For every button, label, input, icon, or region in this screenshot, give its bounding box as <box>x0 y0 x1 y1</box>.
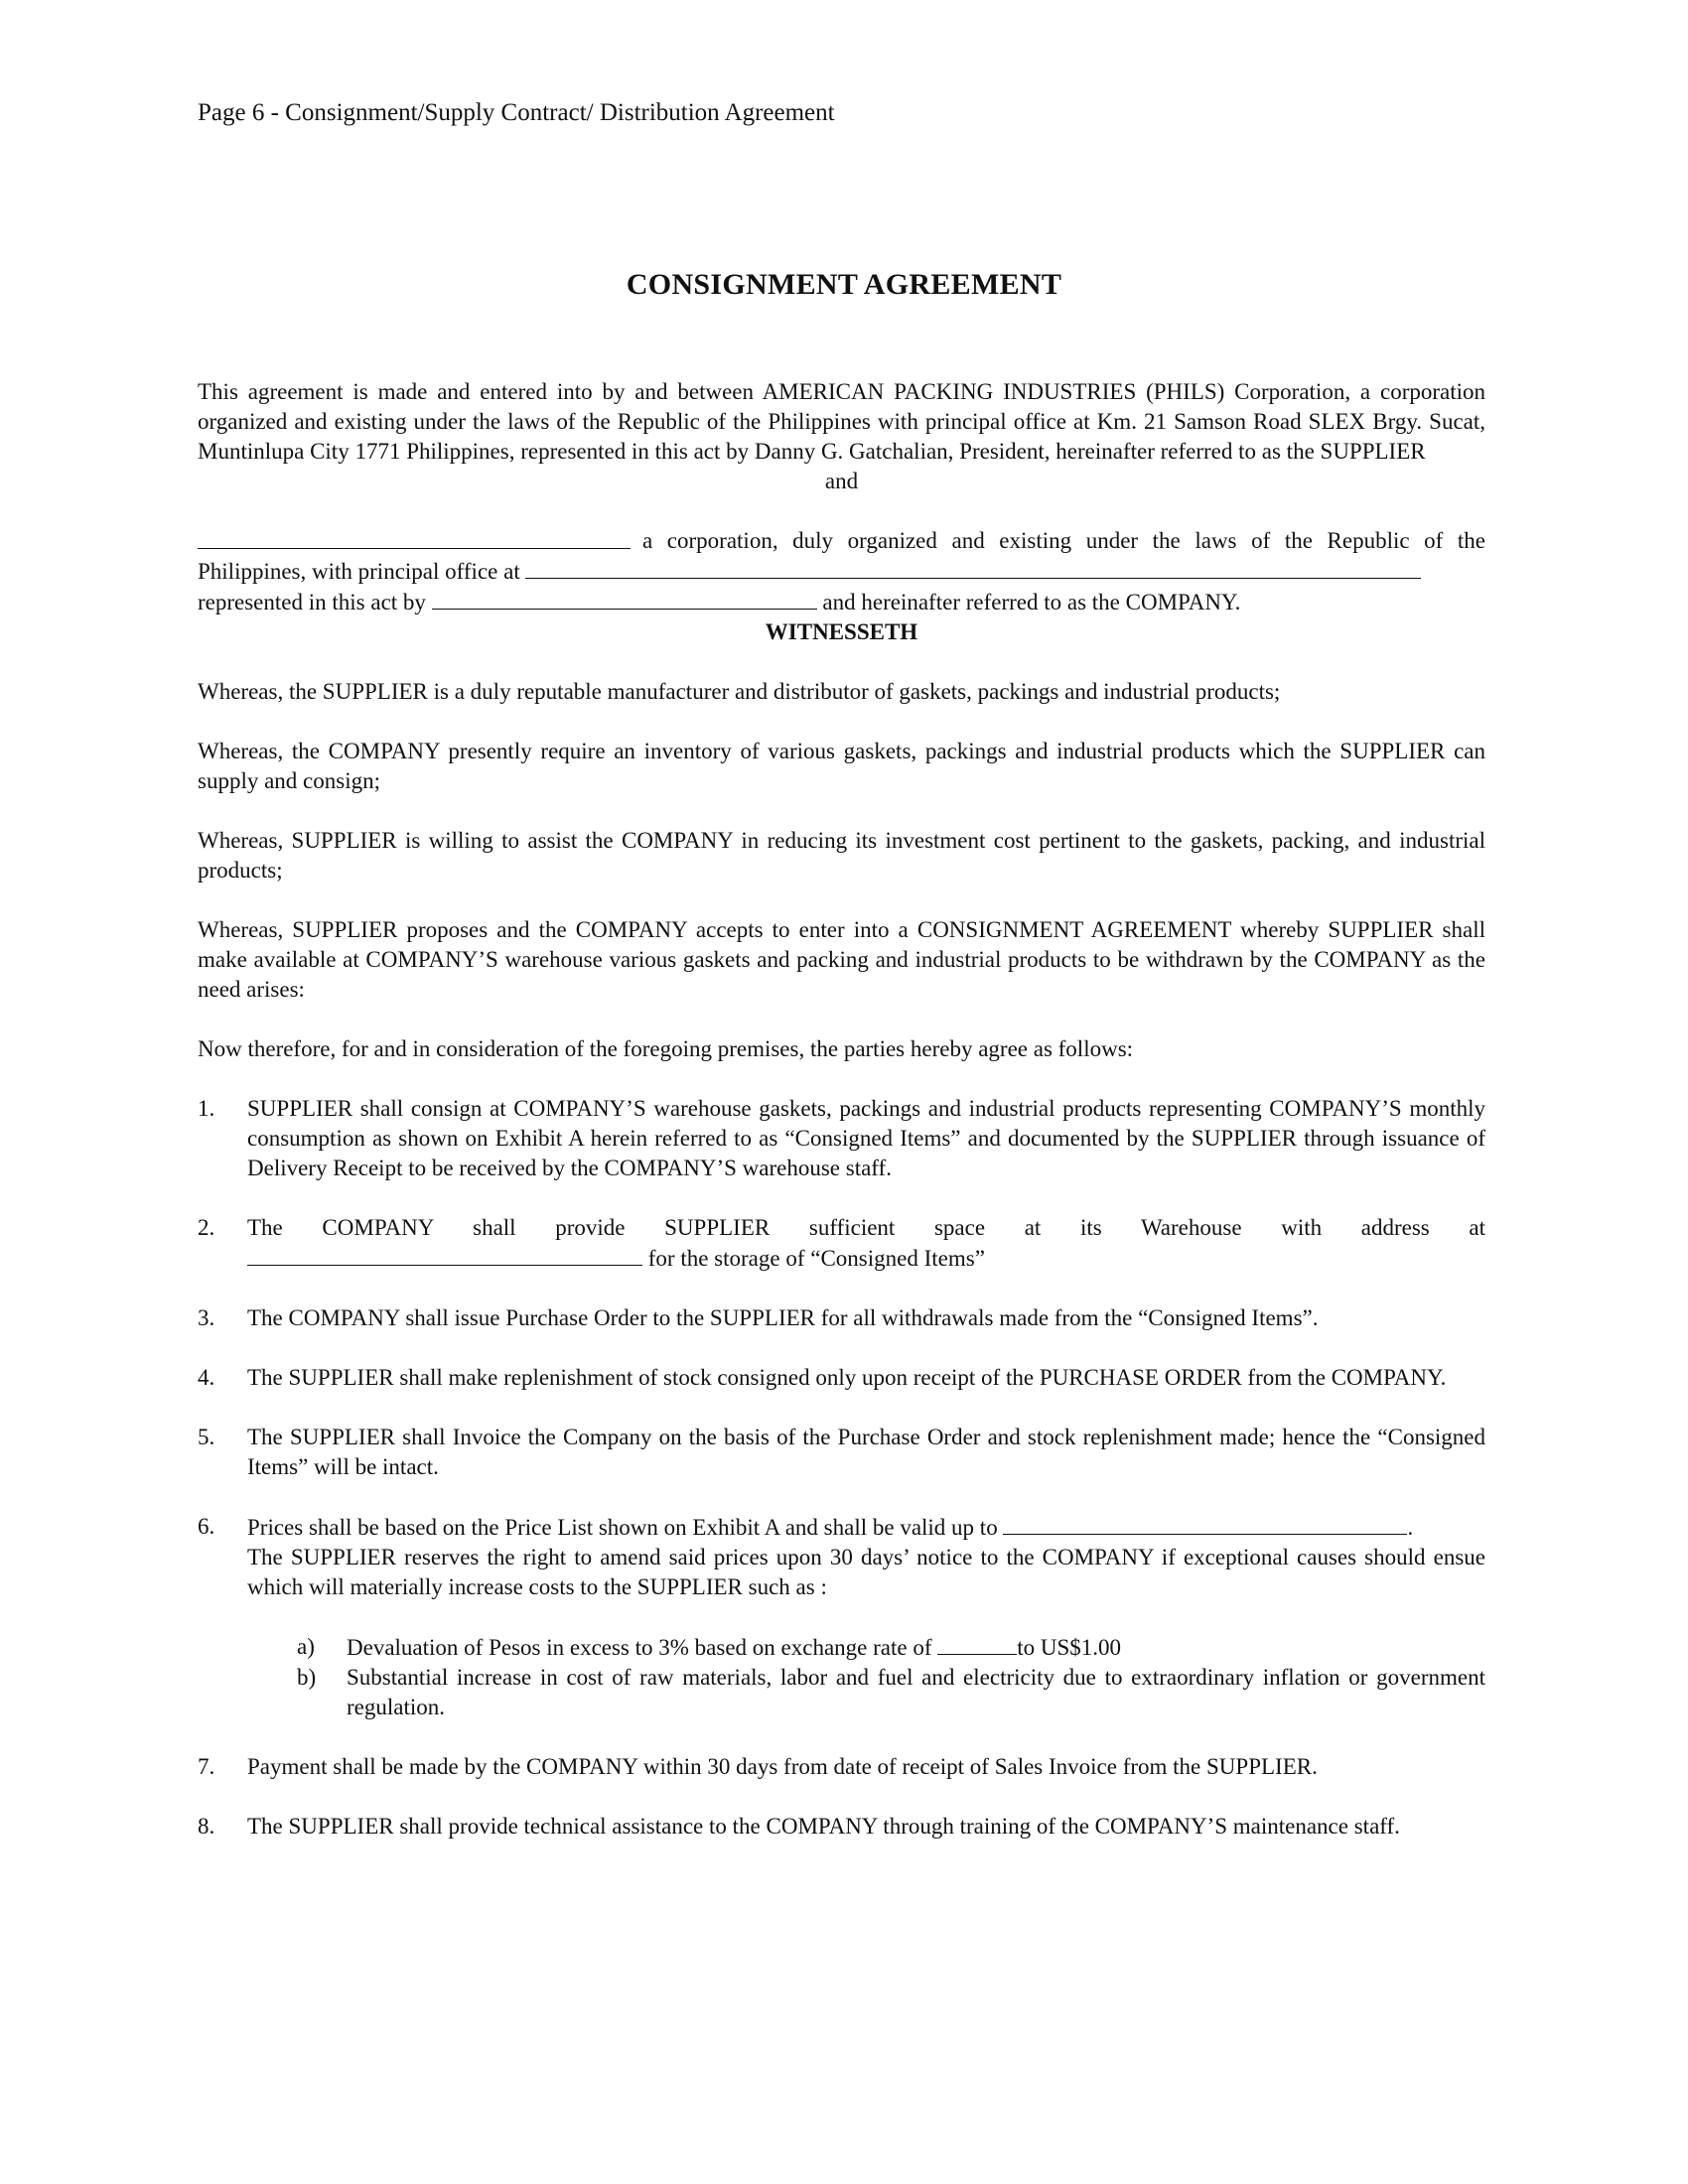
party-line-3-text-a: represented in this act by <box>198 590 426 614</box>
clause-5 <box>198 1423 1485 1482</box>
company-name-blank[interactable] <box>198 526 631 549</box>
clause-number: 8. <box>198 1814 215 1839</box>
clause-number: 4. <box>198 1365 215 1390</box>
clause-8 <box>198 1812 1485 1842</box>
clause-text: The SUPPLIER shall provide technical assistance to the COMPANY through training of the COMPANY’S maintenance staff. <box>247 1814 1400 1839</box>
validity-date-blank[interactable] <box>1003 1512 1407 1535</box>
clause-6-line-1-text: Prices shall be based on the Price List shown on Exhibit A and shall be valid up to <box>247 1515 998 1540</box>
exchange-rate-blank[interactable] <box>937 1632 1017 1655</box>
clause-text: The SUPPLIER shall Invoice the Company on the basis of the Purchase Order and stock replenishment made; hence the “Consigned Items” will be intact. <box>247 1425 1485 1479</box>
document-title: CONSIGNMENT AGREEMENT <box>626 268 1062 301</box>
and-connector: and <box>824 469 859 493</box>
clause-number: 2. <box>198 1215 215 1240</box>
sub-a-text-2: to US$1.00 <box>1017 1635 1122 1660</box>
party-line-2-text: Philippines, with principal office at <box>198 559 520 584</box>
whereas-1: Whereas, the SUPPLIER is a duly reputable manufacturer and distributor of gaskets, packings and industrial products; <box>198 679 1281 704</box>
warehouse-address-blank[interactable] <box>247 1243 642 1266</box>
principal-office-blank[interactable] <box>525 556 1421 579</box>
clause-6-sublist <box>297 1632 1485 1722</box>
whereas-3: Whereas, SUPPLIER is willing to assist the COMPANY in reducing its investment cost pertinent to the gaskets, packing, and industrial products; <box>198 828 1485 883</box>
party-line-3-text-b: and hereinafter referred to as the COMPANY. <box>822 590 1241 614</box>
clause-number: 5. <box>198 1425 215 1449</box>
clause-7 <box>198 1752 1485 1782</box>
clause-1 <box>198 1094 1485 1183</box>
page-header: Page 6 - Consignment/Supply Contract/ Distribution Agreement <box>198 99 835 126</box>
representative-blank[interactable] <box>432 587 817 610</box>
clause-4 <box>198 1363 1485 1393</box>
clause-number: 6. <box>198 1514 215 1539</box>
document-body <box>198 377 1485 1842</box>
clause-6-line-1-end: . <box>1407 1515 1414 1540</box>
clause-6-sub-b <box>297 1663 1485 1722</box>
clause-text: Payment shall be made by the COMPANY within 30 days from date of receipt of Sales Invoice from the SUPPLIER. <box>247 1754 1318 1779</box>
clause-2-line-2 <box>247 1243 1485 1274</box>
clause-6-rest: The SUPPLIER reserves the right to amend said prices upon 30 days’ notice to the COMPANY if exceptional causes should ensue which will materially increase costs to the SUPPLIER such as : <box>247 1545 1485 1599</box>
clause-2-line-1: The COMPANY shall provide SUPPLIER sufficient space at its Warehouse with address at <box>247 1215 1485 1240</box>
clause-6-line-1 <box>247 1512 1485 1543</box>
clause-number: 7. <box>198 1754 215 1779</box>
clause-text: SUPPLIER shall consign at COMPANY’S warehouse gaskets, packings and industrial products representing COMPANY’S monthly consumption as shown on Exhibit A herein referred to as “Consigned Items” and documented by the SUPPLIER through issuance of Delivery Receipt to be received by the COMPANY’S warehouse staff. <box>247 1096 1485 1180</box>
clause-6-sub-a <box>297 1632 1485 1663</box>
clause-3 <box>198 1303 1485 1333</box>
party-line-1-text: a corporation, duly organized and existing under the laws of the Republic of the <box>642 528 1485 553</box>
whereas-2: Whereas, the COMPANY presently require an inventory of various gaskets, packings and industrial products which the SUPPLIER can supply and consign; <box>198 739 1485 793</box>
clause-2-line-2-text: for the storage of “Consigned Items” <box>647 1246 985 1271</box>
sub-label: b) <box>297 1665 317 1690</box>
sub-a-text-1: Devaluation of Pesos in excess to 3% based on exchange rate of <box>347 1635 932 1660</box>
intro-paragraph: This agreement is made and entered into by and between AMERICAN PACKING INDUSTRIES (PHILS) Corporation, a corporation organized and existing under the laws of the Republic of the Philippines with principal office at Km. 21 Samson Road SLEX Brgy. Sucat, Muntinlupa City 1771 Philippines, represented in this act by Danny G. Gatchalian, President, hereinafter referred to as the SUPPLIER <box>198 379 1485 464</box>
clause-2 <box>198 1213 1485 1274</box>
clause-number: 3. <box>198 1305 215 1330</box>
witnesseth-heading: WITNESSETH <box>765 619 918 644</box>
clause-list <box>198 1094 1485 1842</box>
party-line-1 <box>198 526 1485 556</box>
clause-6 <box>198 1512 1485 1722</box>
clause-text: The COMPANY shall issue Purchase Order to the SUPPLIER for all withdrawals made from the “Consigned Items”. <box>247 1305 1319 1330</box>
party-line-2 <box>198 556 1485 587</box>
whereas-4: Whereas, SUPPLIER proposes and the COMPANY accepts to enter into a CONSIGNMENT AGREEMENT whereby SUPPLIER shall make available at COMPANY’S warehouse various gaskets and packing and industrial products to be withdrawn by the COMPANY as the need arises: <box>198 917 1485 1002</box>
party-line-3 <box>198 587 1485 617</box>
sub-label: a) <box>297 1634 315 1659</box>
sub-b-text: Substantial increase in cost of raw materials, labor and fuel and electricity due to extraordinary inflation or government regulation. <box>347 1665 1485 1719</box>
clause-number: 1. <box>198 1096 215 1121</box>
clause-text: The SUPPLIER shall make replenishment of stock consigned only upon receipt of the PURCHASE ORDER from the COMPANY. <box>247 1365 1447 1390</box>
now-therefore-paragraph: Now therefore, for and in consideration of the foregoing premises, the parties hereby agree as follows: <box>198 1036 1134 1061</box>
